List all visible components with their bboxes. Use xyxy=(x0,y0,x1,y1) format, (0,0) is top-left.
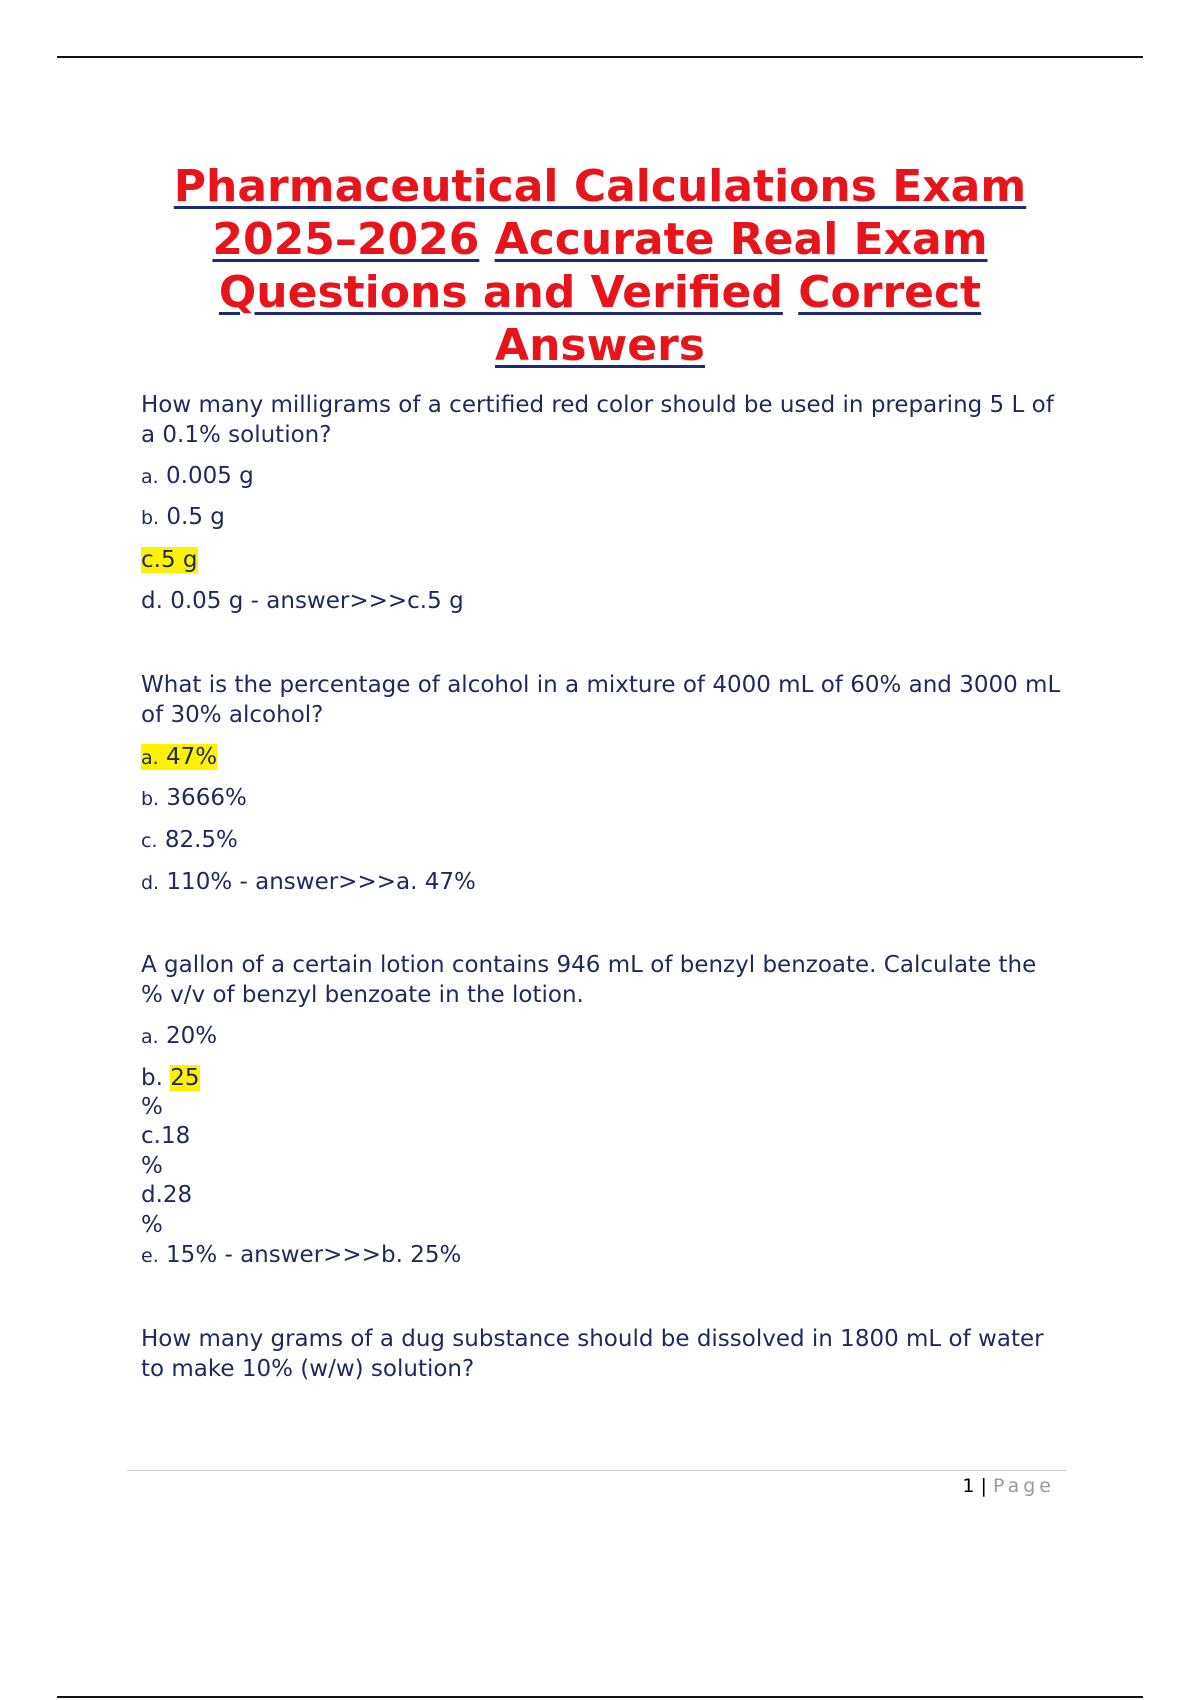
question-2-text: What is the percentage of alcohol in a mixture of 4000 mL of 60% and 3000 mL of 30% alcohol? xyxy=(141,672,1061,728)
question-1-option-a: a. 0.005 g xyxy=(141,463,254,489)
question-3-option-c-unit: % xyxy=(141,1153,163,1179)
question-1-option-d: d. 0.05 g - answer>>>c.5 g xyxy=(141,588,464,614)
document-title: Pharmaceutical Calculations Exam 2025–2026 Accurate Real Exam Questions and Verified Correct Answers xyxy=(173,161,1027,371)
question-3-option-c: c.18 xyxy=(141,1123,191,1149)
question-2-option-d: d. 110% - answer>>>a. 47% xyxy=(141,869,476,895)
question-2-option-c: c. 82.5% xyxy=(141,827,238,853)
bottom-rule xyxy=(57,1696,1143,1698)
page-footer xyxy=(962,1475,1055,1497)
page-separator: | xyxy=(980,1475,987,1497)
page-number: 1 xyxy=(962,1475,975,1497)
question-2-option-b: b. 3666% xyxy=(141,785,247,811)
question-1-option-c: c.5 g xyxy=(141,547,198,573)
question-1-text: How many milligrams of a certified red color should be used in preparing 5 L of a 0.1% solution? xyxy=(141,392,1054,448)
question-3-option-a: a. 20% xyxy=(141,1023,218,1049)
question-3-option-e: e. 15% - answer>>>b. 25% xyxy=(141,1242,462,1268)
top-rule xyxy=(57,56,1143,58)
page-label: Page xyxy=(993,1475,1055,1497)
question-4-text: How many grams of a dug substance should be dissolved in 1800 mL of water to make 10% (w/w) solution? xyxy=(141,1326,1044,1382)
question-3-text: A gallon of a certain lotion contains 946 mL of benzyl benzoate. Calculate the % v/v of benzyl benzoate in the lotion. xyxy=(141,952,1037,1008)
footer-rule xyxy=(127,1470,1066,1471)
question-3-option-d: d.28 xyxy=(141,1182,193,1208)
question-2-option-a: a. 47% xyxy=(141,744,218,770)
question-3-option-d-unit: % xyxy=(141,1212,163,1238)
question-1-option-b: b. 0.5 g xyxy=(141,504,225,530)
question-3-option-b: b. 25 xyxy=(141,1065,200,1091)
question-3-option-b-unit: % xyxy=(141,1094,163,1120)
